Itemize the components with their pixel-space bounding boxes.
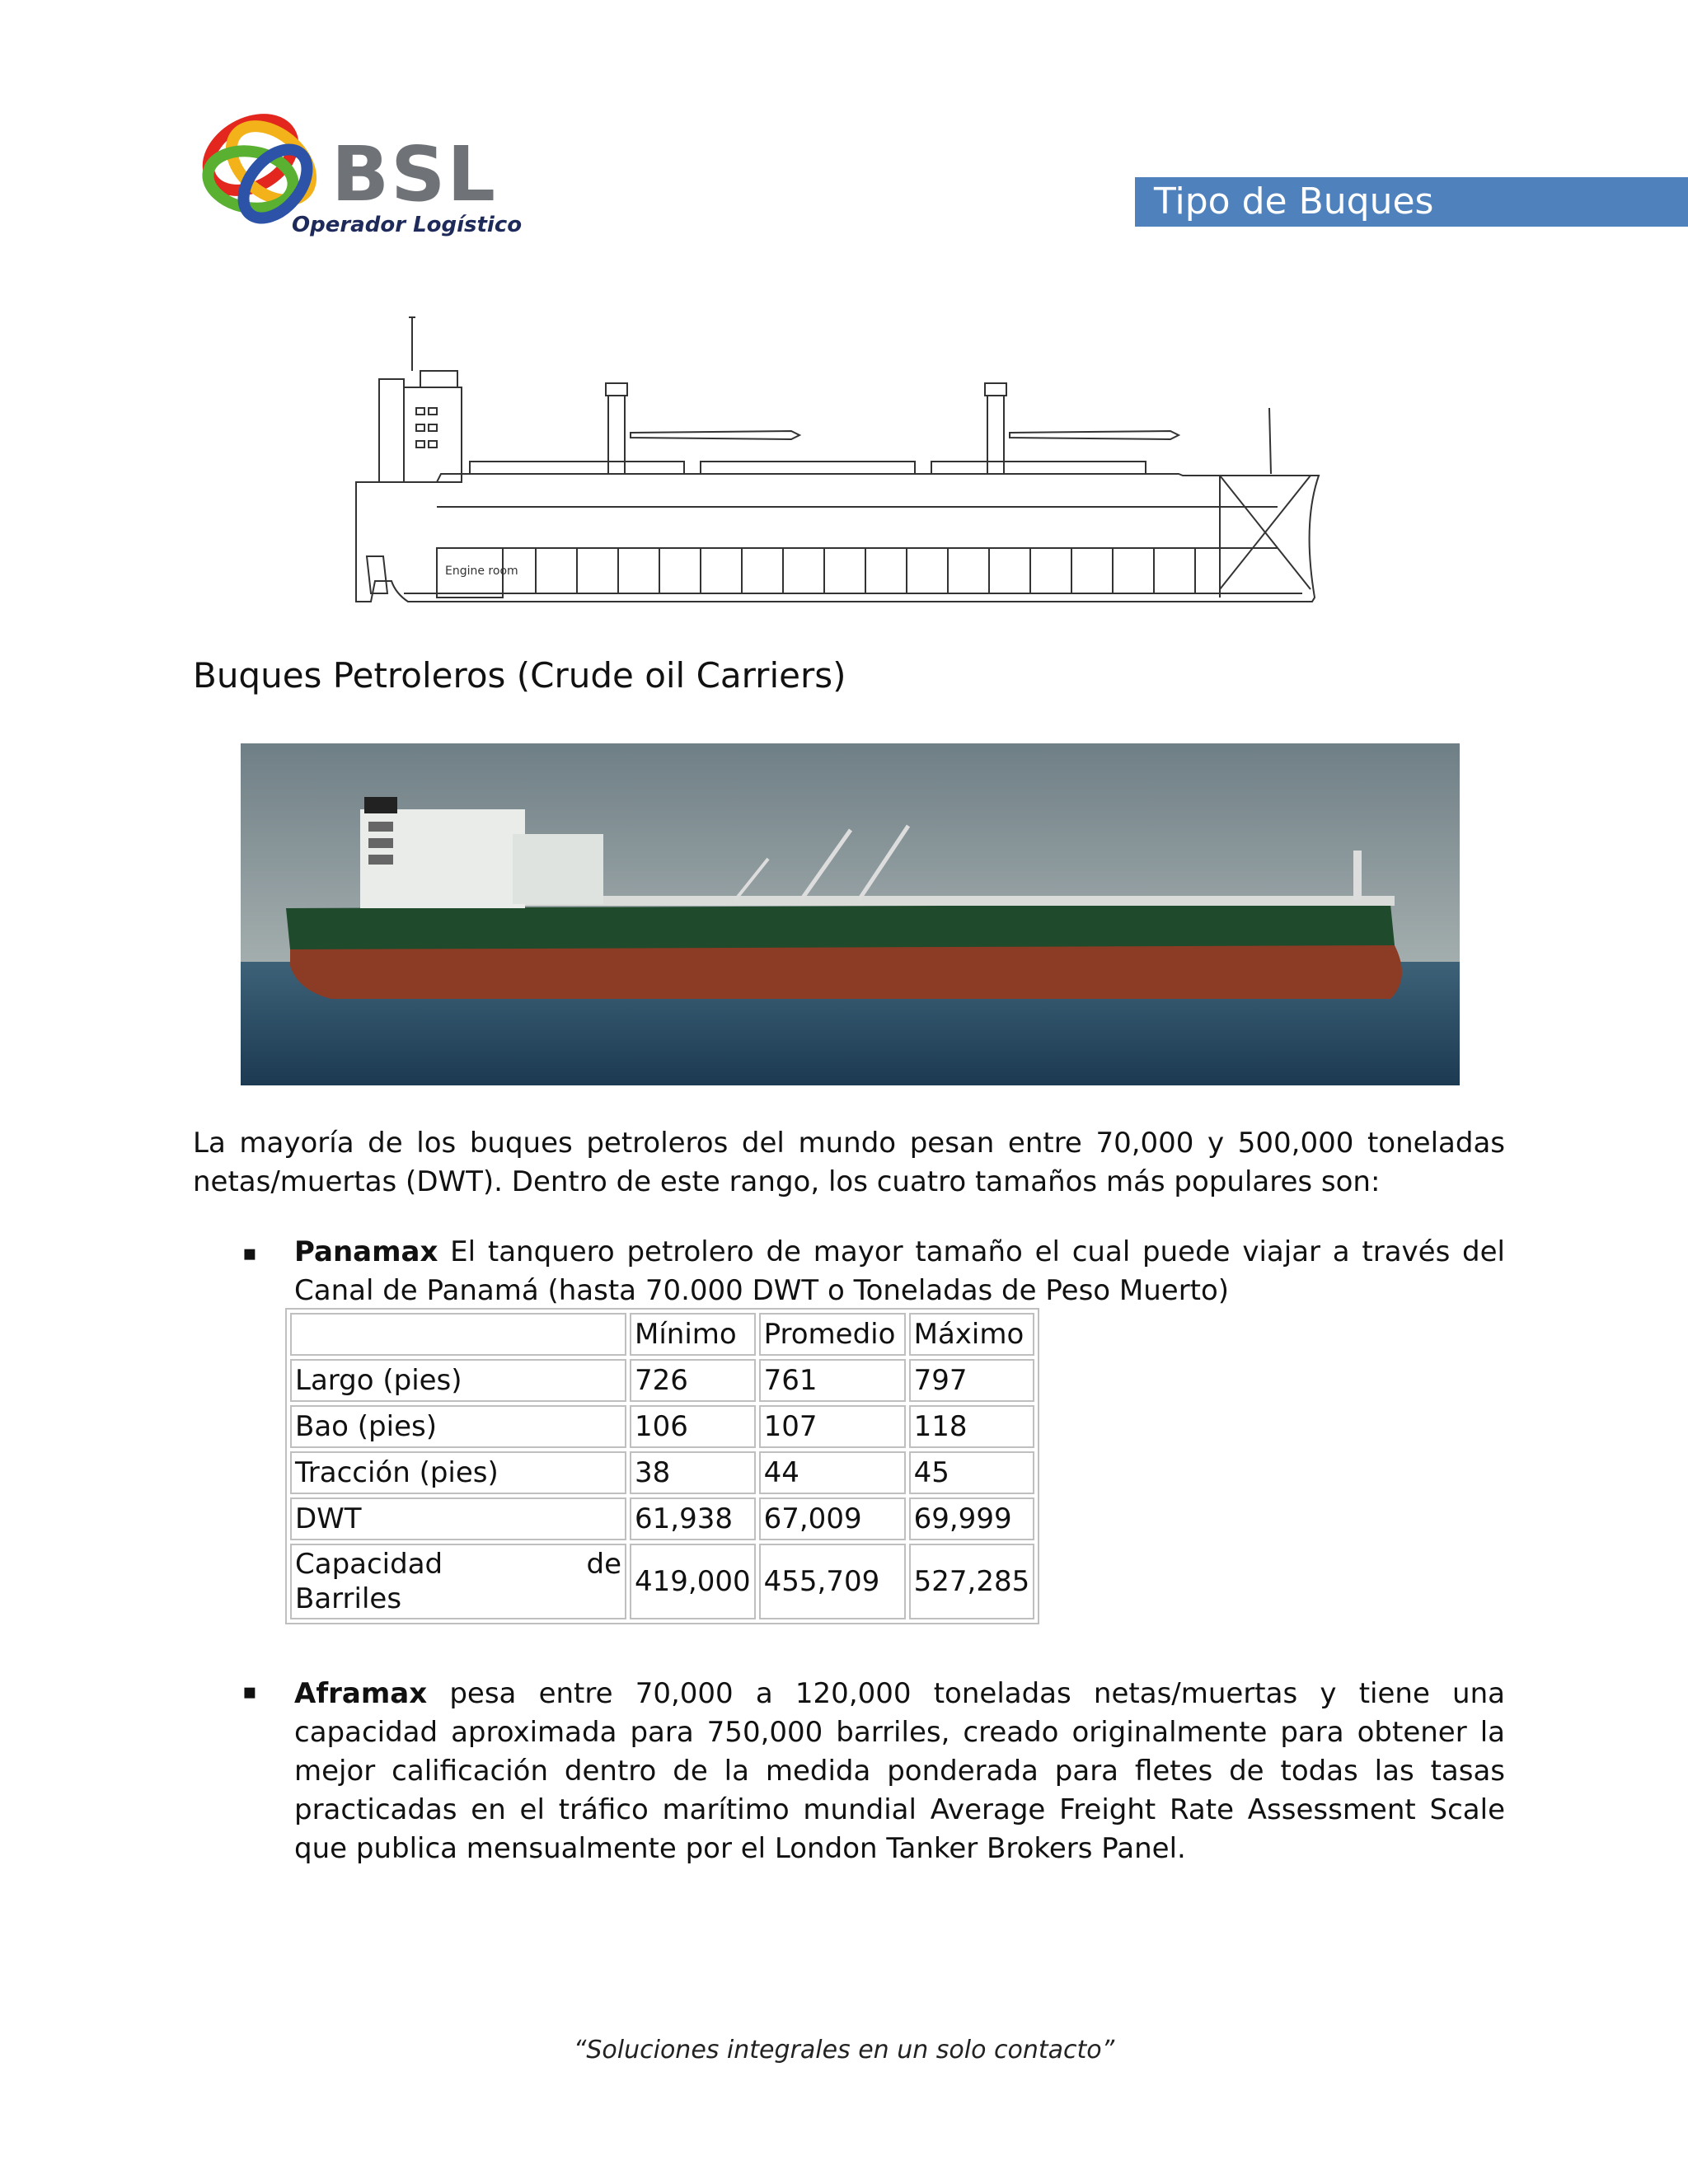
- panamax-text: El tanquero petrolero de mayor tamaño el cual puede viajar a través del Canal de Panamá (hasta 70.000 DWT o Toneladas de Peso Muerto): [294, 1235, 1505, 1307]
- table-cell: 69,999: [909, 1497, 1035, 1540]
- table-cell: 106: [630, 1405, 756, 1448]
- table-cell: Bao (pies): [290, 1405, 626, 1448]
- capacity-label-word: de: [586, 1548, 621, 1581]
- table-cell: 761: [759, 1359, 906, 1402]
- bullet-marker: ▪: [242, 1680, 257, 1704]
- table-row: [290, 1451, 1034, 1494]
- bullet-marker: ▪: [242, 1241, 257, 1266]
- table-cell: 726: [630, 1359, 756, 1402]
- table-cell: 118: [909, 1405, 1035, 1448]
- panamax-paragraph: [294, 1233, 1505, 1310]
- company-logo: [193, 97, 523, 246]
- table-cell-capacity-label: [290, 1544, 626, 1619]
- table-row: [290, 1405, 1034, 1448]
- table-cell: 527,285: [909, 1544, 1035, 1619]
- aframax-text: pesa entre 70,000 a 120,000 toneladas netas/muertas y tiene una capacidad aproximada para 750,000 barriles, creado originalmente para obtener la mejor calificación dentro de la medida ponderada para fletes de todas las tasas practicadas en el tráfico marítimo mundial Average Freight Rate Assessment Scale que publica mensualmente por el London Tanker Brokers Panel.: [294, 1677, 1505, 1865]
- intro-paragraph: La mayoría de los buques petroleros del mundo pesan entre 70,000 y 500,000 toneladas netas/muertas (DWT). Dentro de este rango, los cuatro tamaños más populares son:: [193, 1127, 1505, 1198]
- page-title: Tipo de Buques: [1154, 180, 1434, 223]
- bulk-carrier-blueprint: [346, 309, 1343, 614]
- table-header-cell: Promedio: [759, 1313, 906, 1356]
- table-row: [290, 1359, 1034, 1402]
- table-cell: 455,709: [759, 1544, 906, 1619]
- table-cell: 107: [759, 1405, 906, 1448]
- section-heading: Buques Petroleros (Crude oil Carriers): [193, 655, 846, 696]
- table-header-cell: [290, 1313, 626, 1356]
- aframax-title: Aframax: [294, 1677, 428, 1710]
- logo-subtitle: Operador Logístico: [292, 213, 523, 237]
- table-cell: 67,009: [759, 1497, 906, 1540]
- panamax-title: Panamax: [294, 1235, 438, 1268]
- table-cell: 61,938: [630, 1497, 756, 1540]
- table-row: [290, 1544, 1034, 1619]
- capacity-label-word: Capacidad: [295, 1548, 443, 1581]
- table-cell: 38: [630, 1451, 756, 1494]
- footer-slogan: “Soluciones integrales en un solo contacto”: [573, 2036, 1115, 2064]
- table-cell: Tracción (pies): [290, 1451, 626, 1494]
- crude-oil-tanker-photo: [241, 743, 1460, 1085]
- aframax-paragraph: [294, 1675, 1505, 1868]
- table-header-row: [290, 1313, 1034, 1356]
- table-cell: Largo (pies): [290, 1359, 626, 1402]
- table-header-cell: Máximo: [909, 1313, 1035, 1356]
- table-cell: 44: [759, 1451, 906, 1494]
- panamax-table: [285, 1308, 1039, 1624]
- table-cell: 419,000: [630, 1544, 756, 1619]
- capacity-label-word: Barriles: [295, 1582, 402, 1615]
- table-cell: 797: [909, 1359, 1035, 1402]
- logo-text: BSL: [331, 130, 498, 218]
- table-header-cell: Mínimo: [630, 1313, 756, 1356]
- engine-room-label: Engine room: [445, 565, 518, 578]
- table-row: [290, 1497, 1034, 1540]
- table-cell: DWT: [290, 1497, 626, 1540]
- table-cell: 45: [909, 1451, 1035, 1494]
